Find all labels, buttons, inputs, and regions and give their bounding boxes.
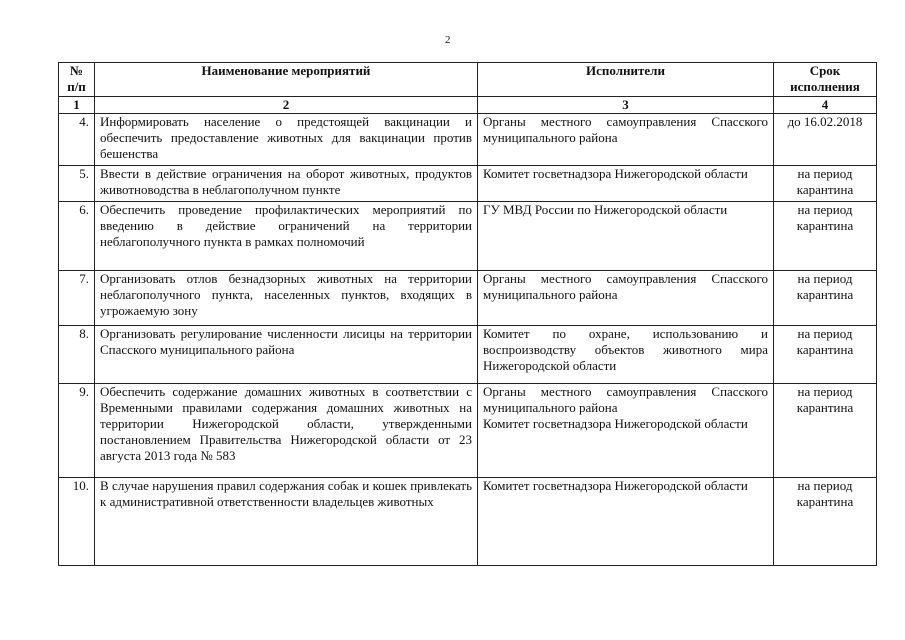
table-row bbox=[59, 114, 877, 166]
executors: Органы местного самоуправления Спасского муниципального района bbox=[478, 114, 774, 166]
executors: Комитет госветнадзора Нижегородской области bbox=[478, 166, 774, 202]
row-number: 5. bbox=[59, 166, 95, 202]
table-row bbox=[59, 326, 877, 384]
executor-line: Органы местного самоуправления Спасского муниципального района bbox=[483, 384, 768, 415]
period: на период карантина bbox=[774, 478, 877, 566]
period: на период карантина bbox=[774, 166, 877, 202]
table-row bbox=[59, 166, 877, 202]
executor-line: Комитет госветнадзора Нижегородской области bbox=[483, 416, 748, 431]
row-number: 4. bbox=[59, 114, 95, 166]
row-number: 10. bbox=[59, 478, 95, 566]
row-number: 6. bbox=[59, 202, 95, 271]
header-executors: Исполнители bbox=[478, 63, 774, 97]
table-row bbox=[59, 384, 877, 478]
measure-name: Обеспечить проведение профилактических мероприятий по введению в действие ограничений на территории неблагополучного пункта в рамках полномочий bbox=[95, 202, 478, 271]
row-number: 7. bbox=[59, 271, 95, 326]
header-num: № п/п bbox=[59, 63, 95, 97]
table-row bbox=[59, 271, 877, 326]
header-row bbox=[59, 63, 877, 97]
period: на период карантина bbox=[774, 384, 877, 478]
measure-name: Организовать регулирование численности лисицы на территории Спасского муниципального района bbox=[95, 326, 478, 384]
period: на период карантина bbox=[774, 271, 877, 326]
measure-name: Организовать отлов безнадзорных животных на территории неблагополучного пункта, населенных пунктов, входящих в угрожаемую зону bbox=[95, 271, 478, 326]
header-period: Срок исполнения bbox=[774, 63, 877, 97]
executors: Комитет госветнадзора Нижегородской области bbox=[478, 478, 774, 566]
row-number: 8. bbox=[59, 326, 95, 384]
header-name: Наименование мероприятий bbox=[95, 63, 478, 97]
measure-name: Информировать население о предстоящей вакцинации и обеспечить предоставление животных для вакцинации против бешенства bbox=[95, 114, 478, 166]
measure-name: Обеспечить содержание домашних животных в соответствии с Временными правилами содержания домашних животных на территории Нижегородской области, утвержденными постановлением Правительства Нижегородской области от 23 августа 2013 года № 583 bbox=[95, 384, 478, 478]
period: до 16.02.2018 bbox=[774, 114, 877, 166]
table-row bbox=[59, 478, 877, 566]
index-cell: 3 bbox=[478, 97, 774, 114]
period: на период карантина bbox=[774, 326, 877, 384]
measure-name: Ввести в действие ограничения на оборот животных, продуктов животноводства в неблагополучном пункте bbox=[95, 166, 478, 202]
period: на период карантина bbox=[774, 202, 877, 271]
page-number: 2 bbox=[445, 34, 451, 46]
index-cell: 1 bbox=[59, 97, 95, 114]
index-cell: 4 bbox=[774, 97, 877, 114]
index-cell: 2 bbox=[95, 97, 478, 114]
measure-name: В случае нарушения правил содержания собак и кошек привлекать к административной ответственности владельцев животных bbox=[95, 478, 478, 566]
executors: ГУ МВД России по Нижегородской области bbox=[478, 202, 774, 271]
measures-table bbox=[58, 62, 877, 566]
table-row bbox=[59, 202, 877, 271]
executors: Органы местного самоуправления Спасского муниципального района bbox=[478, 271, 774, 326]
column-index-row bbox=[59, 97, 877, 114]
executors bbox=[478, 384, 774, 478]
row-number: 9. bbox=[59, 384, 95, 478]
executors: Комитет по охране, использованию и воспроизводству объектов животного мира Нижегородской области bbox=[478, 326, 774, 384]
